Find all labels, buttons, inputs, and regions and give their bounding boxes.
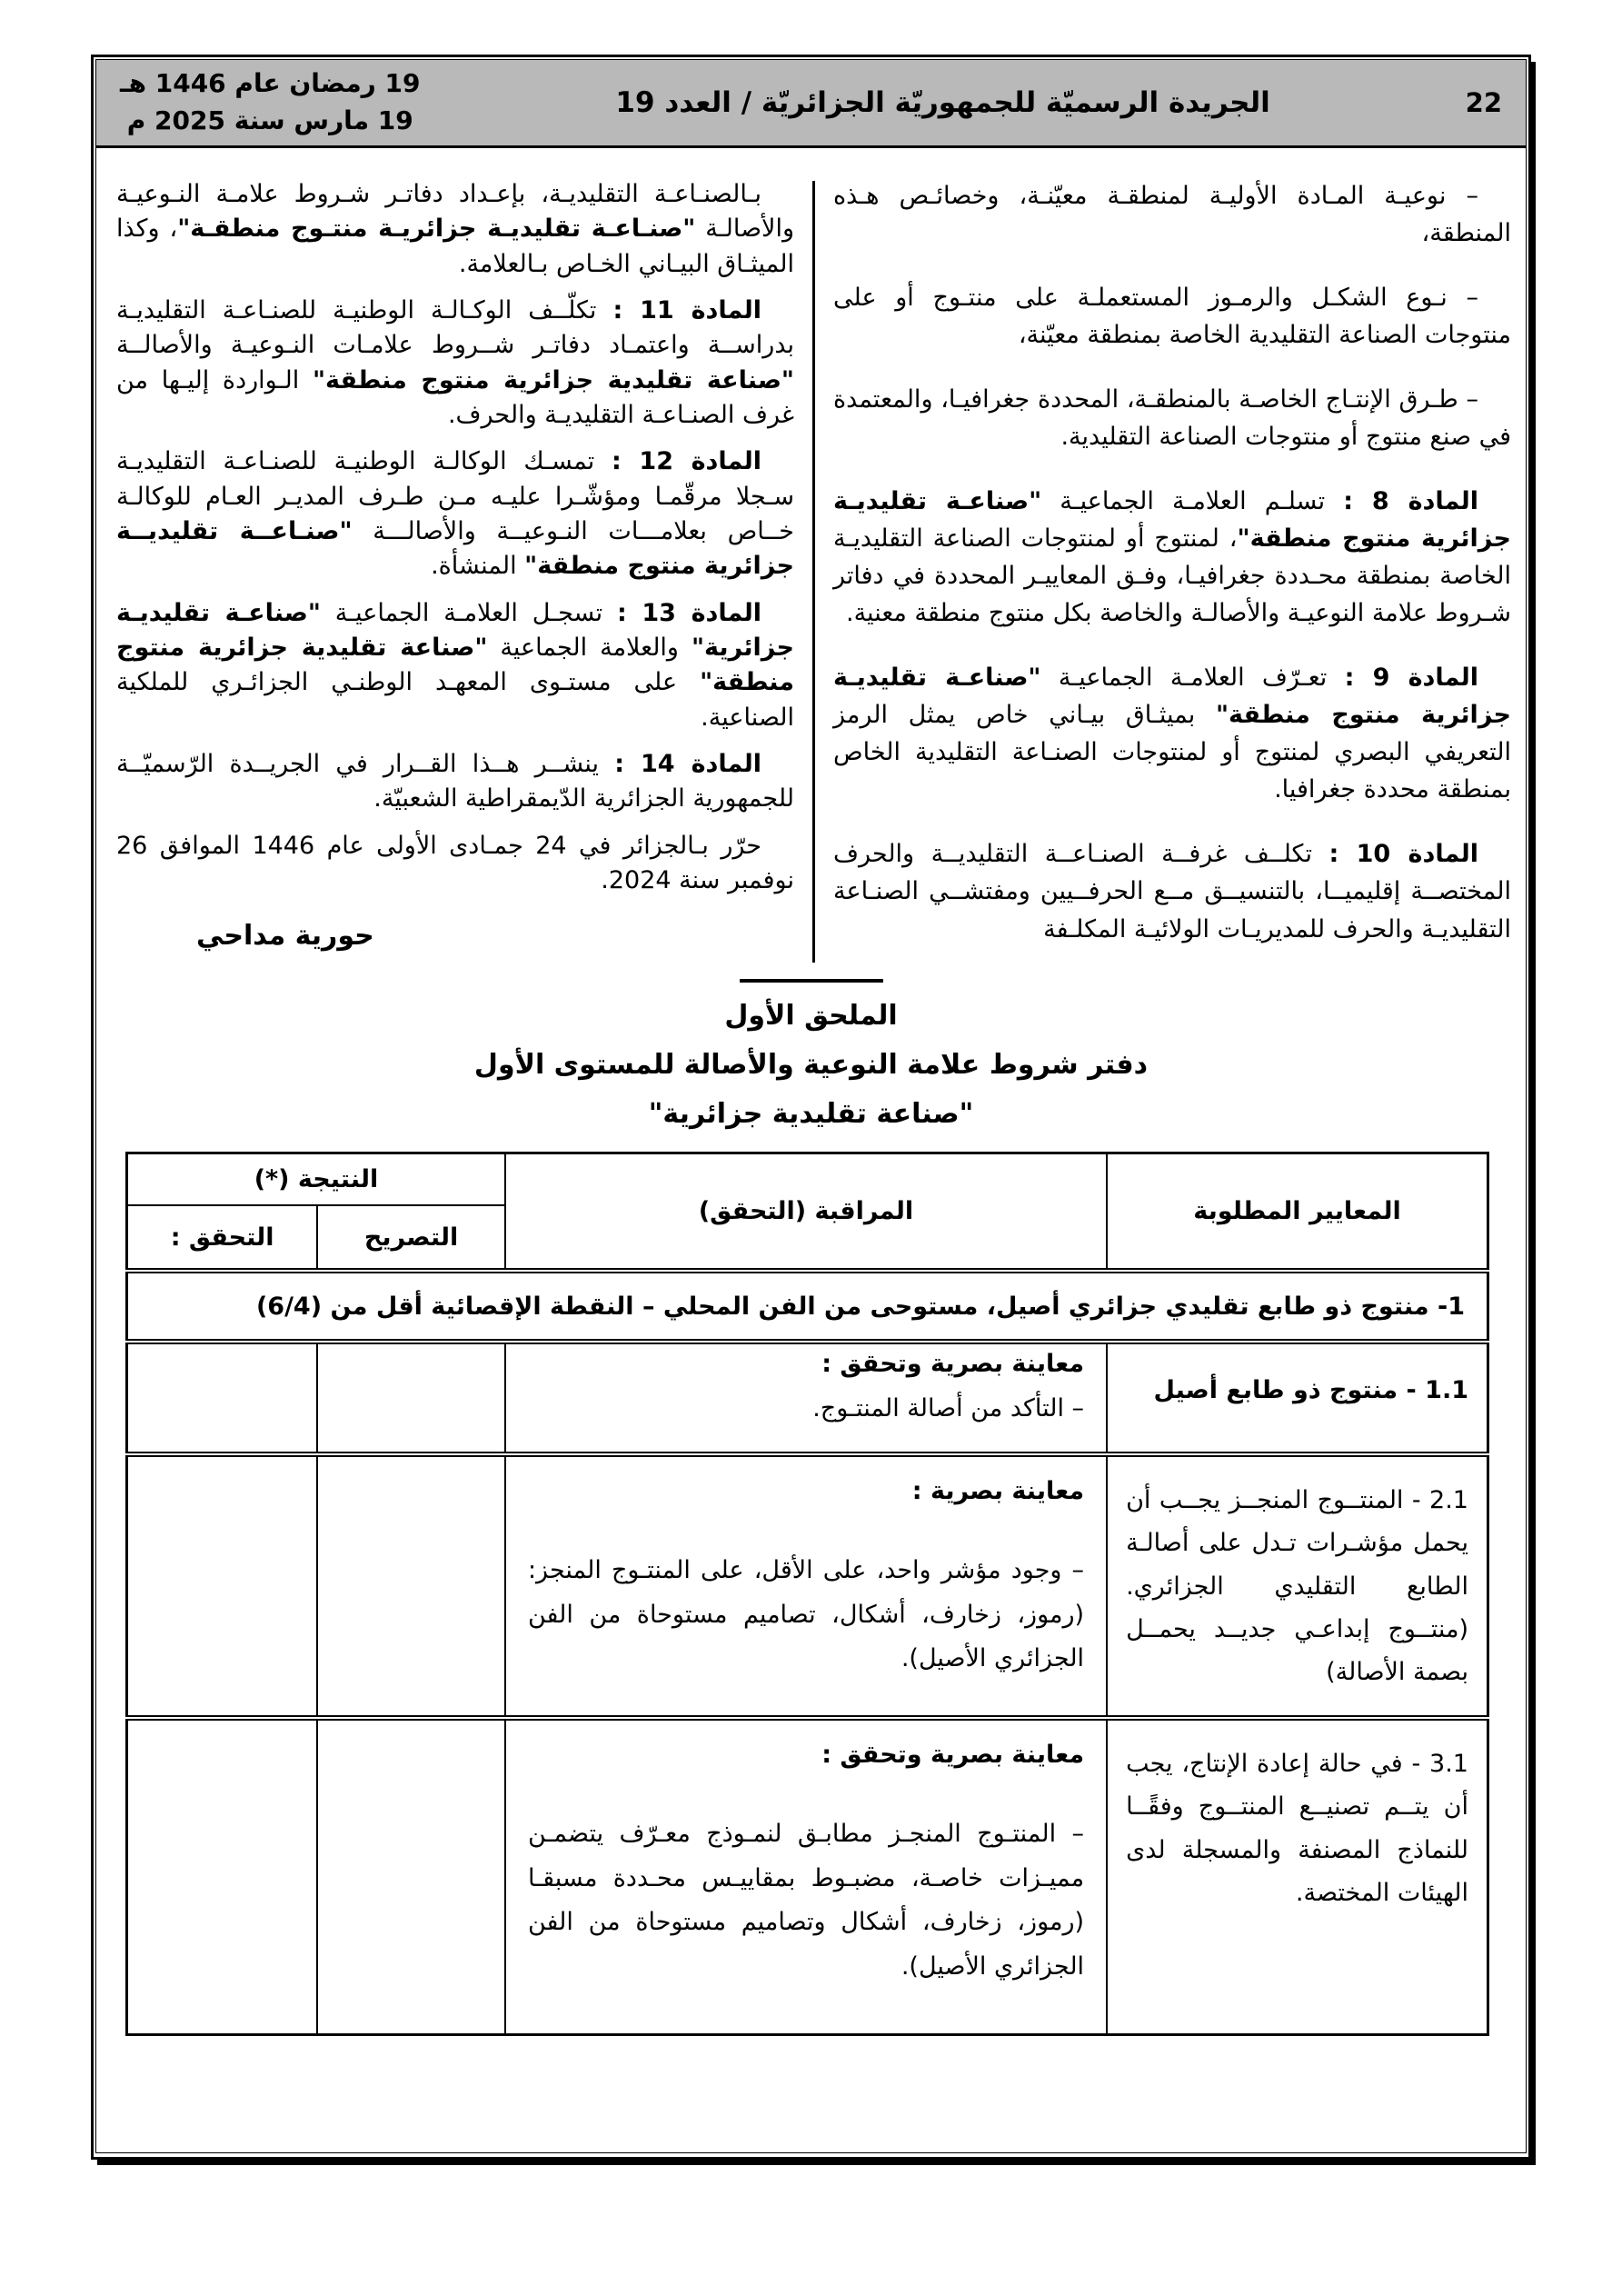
gazette-page	[91, 55, 1531, 2160]
col-header-result: النتيجة (*)	[127, 1153, 505, 1205]
col-header-control: المراقبة (التحقق)	[505, 1153, 1107, 1271]
section-separator-rule	[740, 979, 883, 983]
list-item: – نـوع الشكـل والرمـوز المستعملـة على منتـوج أو على منتوجات الصناعة التقليدية الخاصة بمنطقة معيّنة،	[833, 284, 1511, 350]
signature-name: حورية مداحي	[196, 920, 374, 953]
control-method: معاينة بصرية :	[911, 1477, 1085, 1506]
annex-label-name: "صناعة تقليدية جزائرية"	[648, 1097, 974, 1130]
table-row	[127, 1454, 1488, 1718]
date-hijri: 19 رمضان عام 1446 هـ	[120, 68, 421, 99]
col-header-criteria: المعايير المطلوبة	[1107, 1153, 1488, 1271]
article-12: المادة 12 : تمسـك الوكالـة الوطنيـة للصنـاعـة التقليديـة سـجلا مرقّمـا ومؤشّـرا عليـه مـن طـرف المديـر العـام للوكالـة خــاص بعلامـــات النـوعيــة والأصالـــة "صنـاعــة تقليديــة جزائرية منتوج منطقة" المنشأة.	[116, 447, 794, 581]
list-item: – طـرق الإنتـاج الخاصـة بالمنطقـة، المحددة جغرافيـا، والمعتمدة في صنع منتوج أو منتوجات الصناعة التقليدية.	[833, 385, 1511, 452]
annex-title: الملحق الأول	[724, 999, 898, 1032]
column-left	[116, 177, 800, 975]
list-item: – نوعيـة المـادة الأوليـة لمنطقـة معيّنـة، وخصائـص هـذه المنطقة،	[833, 182, 1511, 248]
declaration-cell-empty	[317, 1718, 505, 2034]
date-gregorian: 19 مارس سنة 2025 م	[126, 105, 413, 135]
verification-cell-empty	[127, 1342, 318, 1454]
article-13: المادة 13 : تسجـل العلامـة الجماعيـة "صناعـة تقليديـة جزائرية" والعلامة الجماعية "صناعة تقليدية جزائرية منتوج منطقة" على مستـوى المعهـد الوطنـي الجزائـري للملكية الصناعية.	[116, 598, 794, 732]
annex-subtitle: دفتر شروط علامة النوعية والأصالة للمستوى الأول	[473, 1048, 1149, 1081]
criterion-cell: 3.1 - في حالة إعادة الإنتاج، يجب أن يتــم تصنيــع المنتــوج وفقًــا للنماذج المصنفة والمسجلة لدى الهيئات المختصة.	[1107, 1718, 1488, 2034]
control-cell	[505, 1718, 1107, 2034]
article-14: المادة 14 : ينشــر هــذا القــرار في الجريــدة الرّسميّــة للجمهورية الجزائرية الدّيمقراطية الشعبيّة.	[116, 749, 794, 814]
table-row	[127, 1342, 1488, 1454]
control-cell	[505, 1454, 1107, 1718]
article-10: المادة 10 : تكلــف غرفــة الصنـاعــة التقليديــة والحرف المختصــة إقليميــا، بالتنسيــق مــع الحرفــيين ومفتشــي الصنـاعة التقليديـة والحرف للمديريـات الولائيـة المكلـفة	[833, 840, 1511, 943]
control-method: معاينة بصرية وتحقق :	[821, 1741, 1085, 1770]
article-11: المادة 11 : تكلّــف الوكـالـة الوطنيـة للصنـاعـة التقليديـة بدراســة واعتمـاد دفاتـر شــروط علامـات النـوعيـة والأصالــة "صناعة تقليدية جزائرية منتوج منطقة" الـواردة إليـها من غرف الصنـاعـة التقليديـة والحرف.	[116, 295, 794, 429]
annex-heading	[96, 999, 1526, 1130]
column-divider-rule	[812, 181, 815, 963]
article-10-continued: بـالصنـاعـة التقليديـة، بإعـداد دفاتـر شـروط علامـة النـوعيـة والأصالـة "صنـاعـة تقليديـة جزائريـة منتـوج منطقـة"، وكذا الميثـاق البيـاني الخـاص بـالعلامة.	[116, 180, 794, 278]
section-band-text: 1- منتوج ذو طابع تقليدي جزائري أصيل، مستوحى من الفن المحلي – النقطة الإقصائية أقل من (6/4)	[127, 1271, 1488, 1342]
article-9: المادة 9 : تعـرّف العلامـة الجماعيـة "صناعـة تقليديـة جزائرية منتوج منطقة" بميثـاق بيـاني خاص يمثل الرمز التعريفي البصري لمنتوج أو لمنتوجات الصنـاعة التقليدية الخاص بمنطقة محددة جغرافيا.	[833, 664, 1511, 804]
article-8: المادة 8 : تسلـم العلامـة الجماعيـة "صناعـة تقليديـة جزائرية منتوج منطقة"، لمنتوج أو لمنتوجات الصناعة التقليديـة الخاصة بمنطقة محـددة جغرافيـا، وفـق المعاييـر المحددة في دفاتر شـروط علامة النوعيـة والأصالـة والخاصة بكل منتوج منطقة معنية.	[833, 487, 1511, 628]
table-section-band	[127, 1271, 1488, 1342]
issue-dates	[120, 65, 421, 139]
page-number: 22	[1465, 87, 1502, 118]
col-header-declaration: التصريح	[317, 1205, 505, 1271]
criteria-table	[125, 1152, 1489, 2036]
declaration-cell-empty	[317, 1454, 505, 1718]
table-row	[127, 1718, 1488, 2034]
page-inner-frame	[95, 59, 1527, 2153]
masthead	[96, 60, 1526, 148]
column-right	[828, 177, 1511, 975]
col-header-verification: التحقق :	[127, 1205, 318, 1271]
table-header-row-1	[127, 1153, 1488, 1205]
decree-columns	[96, 148, 1526, 975]
verification-cell-empty	[127, 1718, 318, 2034]
declaration-cell-empty	[317, 1342, 505, 1454]
control-method: معاينة بصرية وتحقق :	[821, 1350, 1085, 1379]
control-detail: – المنتـوج المنجـز مطابـق لنمـوذج معـرّف يتضمـن مميـزات خاصـة، مضبـوط بمقاييـس محـددة مسبقـا (رموز، زخارف، أشكال وتصاميم مستوحاة من الفن الجزائري الأصيل).	[527, 1820, 1085, 1981]
control-detail: – وجود مؤشر واحد، على الأقل، على المنتـوج المنجز: (رموز، زخارف، أشكال، تصاميم مستوحاة من الفن الجزائري الأصيل).	[527, 1556, 1085, 1673]
control-cell	[505, 1342, 1107, 1454]
control-detail: – التأكد من أصالة المنتـوج.	[812, 1394, 1085, 1423]
closing-date-line: حرّر بـالجزائر في 24 جمـادى الأولى عام 1446 الموافق 26 نوفمبر سنة 2024.	[116, 831, 794, 894]
verification-cell-empty	[127, 1454, 318, 1718]
journal-title: الجريدة الرسميّة للجمهوريّة الجزائريّة / العدد 19	[615, 86, 1270, 119]
criterion-cell: 2.1 - المنتــوج المنجــز يجــب أن يحمل مؤشـرات تـدل على أصالـة الطابع التقليدي الجزائري. (منتــوج إبداعـي جديــد يحمــل بصمة الأصالة)	[1107, 1454, 1488, 1718]
criterion-cell: 1.1 - منتوج ذو طابع أصيل	[1107, 1342, 1488, 1454]
